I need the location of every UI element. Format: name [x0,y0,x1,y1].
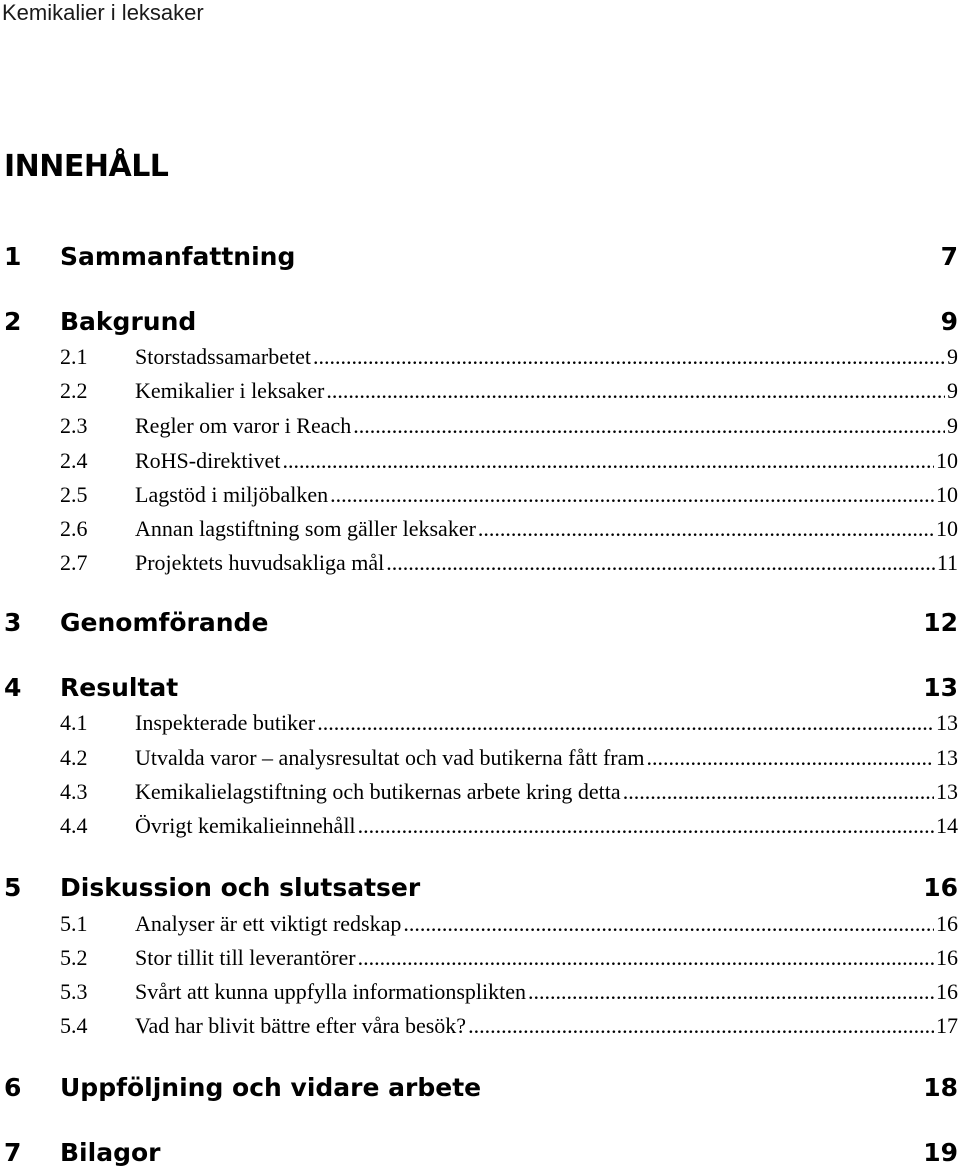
toc-entry-4-2[interactable] [0,743,960,773]
toc-entry-number: 4.2 [60,745,88,770]
dot-leader [478,514,934,544]
dot-leader [403,909,934,939]
toc-section-5[interactable] [0,870,960,906]
toc-entry-page: 10 [936,516,958,541]
toc-section-title: Bakgrund [60,307,197,336]
toc-section-number: 7 [4,1138,22,1167]
toc-entry-5-3[interactable] [0,977,960,1007]
toc-entry-2-2[interactable] [0,376,960,406]
toc-section-page: 7 [940,242,958,271]
toc-entry-number: 2.5 [60,482,88,507]
toc-section-page: 13 [923,673,958,702]
toc-entry-number: 4.3 [60,779,88,804]
dot-leader [358,811,934,841]
toc-entry-number: 5.1 [60,911,88,936]
toc-entry-number: 4.1 [60,710,88,735]
toc-entry-number: 2.7 [60,550,88,575]
toc-section-number: 2 [4,307,22,336]
toc-section-number: 3 [4,608,22,637]
dot-leader [623,777,934,807]
toc-section-3[interactable] [0,605,960,641]
dot-leader [353,411,945,441]
toc-entry-page: 13 [936,710,958,735]
toc-section-page: 12 [923,608,958,637]
toc-section-title: Diskussion och slutsatser [60,873,421,902]
toc-section-4[interactable] [0,670,960,706]
toc-section-number: 1 [4,242,22,271]
toc-entry-page: 16 [936,945,958,970]
toc-entry-page: 14 [936,813,958,838]
dot-leader [313,342,945,372]
toc-entry-page: 13 [936,745,958,770]
toc-entry-page: 9 [947,413,958,438]
toc-section-title: Genomförande [60,608,269,637]
toc-entry-title: RoHS-direktivet [135,448,281,473]
toc-entry-number: 2.3 [60,413,88,438]
toc-section-2[interactable] [0,304,960,340]
toc-entry-page: 17 [936,1013,958,1038]
toc-entry-page: 9 [947,344,958,369]
dot-leader [646,743,934,773]
toc-entry-number: 2.4 [60,448,88,473]
toc-entry-2-4[interactable] [0,446,960,476]
toc-entry-title: Storstadssamarbetet [135,344,311,369]
toc-entry-title: Regler om varor i Reach [135,413,352,438]
toc-entry-page: 16 [936,911,958,936]
toc-entry-title: Stor tillit till leverantörer [135,945,356,970]
toc-section-6[interactable] [0,1070,960,1106]
toc-entry-4-3[interactable] [0,777,960,807]
toc-entry-4-4[interactable] [0,811,960,841]
toc-entry-4-1[interactable] [0,708,960,738]
dot-leader [386,548,935,578]
toc-entry-title: Övrigt kemikalieinnehåll [135,813,356,838]
toc-section-number: 5 [4,873,22,902]
toc-entry-2-5[interactable] [0,480,960,510]
toc-section-number: 6 [4,1073,22,1102]
toc-entry-number: 5.4 [60,1013,88,1038]
toc-entry-number: 4.4 [60,813,88,838]
toc-entry-title: Annan lagstiftning som gäller leksaker [135,516,476,541]
toc-entry-title: Svårt att kunna uppfylla informationsplikten [135,979,527,1004]
toc-section-title: Bilagor [60,1138,161,1167]
toc-entry-number: 2.1 [60,344,88,369]
toc-section-title: Sammanfattning [60,242,296,271]
toc-entry-title: Lagstöd i miljöbalken [135,482,329,507]
toc-entry-number: 5.3 [60,979,88,1004]
toc-entry-2-3[interactable] [0,411,960,441]
toc-entry-title: Kemikalielagstiftning och butikernas arbete kring detta [135,779,621,804]
dot-leader [358,943,934,973]
toc-section-7[interactable] [0,1135,960,1171]
toc-entry-5-4[interactable] [0,1011,960,1041]
toc-section-1[interactable] [0,239,960,275]
toc-entry-number: 2.6 [60,516,88,541]
dot-leader [317,708,934,738]
toc-heading: INNEHÅLL [4,149,169,184]
toc-entry-title: Analyser är ett viktigt redskap [135,911,402,936]
toc-section-title: Uppföljning och vidare arbete [60,1073,482,1102]
toc-entry-title: Inspekterade butiker [135,710,316,735]
toc-entry-2-1[interactable] [0,342,960,372]
toc-entry-page: 9 [947,378,958,403]
toc-entry-5-1[interactable] [0,909,960,939]
toc-entry-page: 10 [936,482,958,507]
toc-entry-page: 16 [936,979,958,1004]
dot-leader [468,1011,934,1041]
toc-entry-2-6[interactable] [0,514,960,544]
toc-entry-number: 5.2 [60,945,88,970]
toc-entry-page: 13 [936,779,958,804]
toc-section-page: 16 [923,873,958,902]
toc-entry-title: Projektets huvudsakliga mål [135,550,385,575]
toc-entry-title: Kemikalier i leksaker [135,378,325,403]
dot-leader [326,376,945,406]
toc-entry-page: 10 [936,448,958,473]
toc-section-title: Resultat [60,673,179,702]
toc-entry-number: 2.2 [60,378,88,403]
toc-section-number: 4 [4,673,22,702]
toc-entry-title: Vad har blivit bättre efter våra besök? [135,1013,467,1038]
toc-section-page: 18 [923,1073,958,1102]
toc-entry-title: Utvalda varor – analysresultat och vad butikerna fått fram [135,745,645,770]
toc-entry-5-2[interactable] [0,943,960,973]
toc-entry-2-7[interactable] [0,548,960,578]
running-header-title: Kemikalier i leksaker [2,0,204,25]
toc-entry-page: 11 [936,550,958,575]
toc-section-page: 19 [923,1138,958,1167]
dot-leader [330,480,934,510]
dot-leader [528,977,934,1007]
toc-section-page: 9 [940,307,958,336]
dot-leader [282,446,934,476]
